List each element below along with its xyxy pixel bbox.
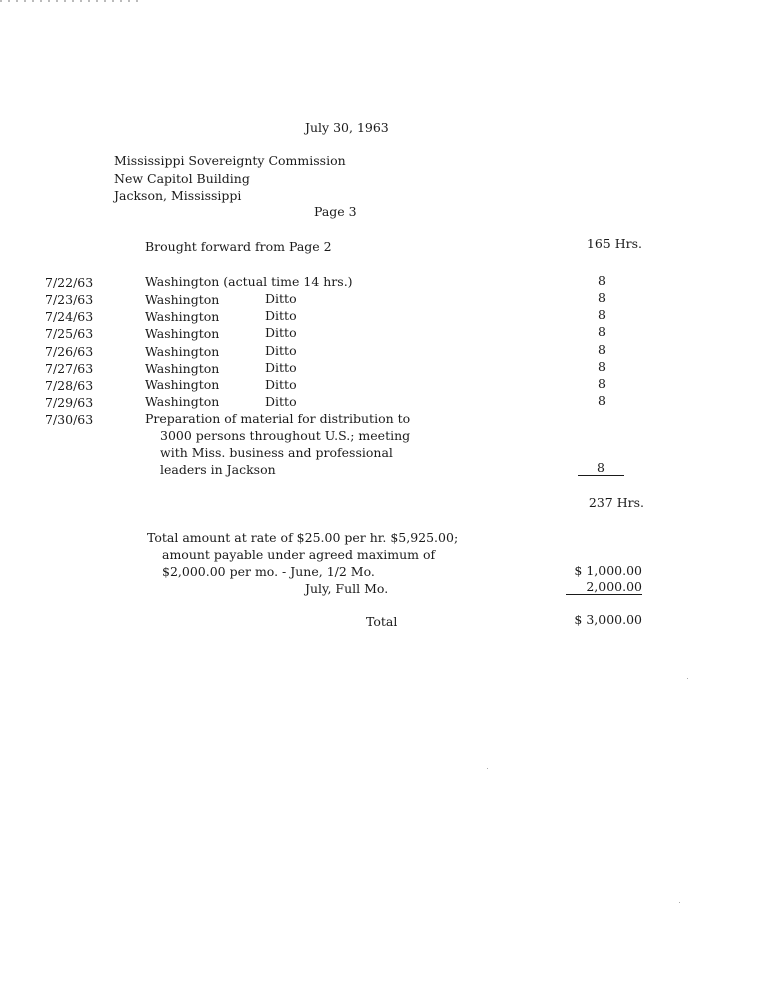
entry-place: Washington (actual time 14 hrs.) (145, 274, 353, 289)
entry-date: 7/30/63 (45, 412, 94, 427)
entry-date: 7/28/63 (45, 378, 94, 393)
entry-hours: 8 (598, 324, 606, 339)
entry-note: Ditto (265, 394, 297, 409)
entry-hours: 8 (598, 307, 606, 322)
scan-artifact-dots (0, 0, 140, 2)
entry-place: Washington (145, 344, 220, 359)
entry-hours: 8 (578, 460, 624, 476)
entry-place: Washington (145, 377, 220, 392)
entry-date: 7/22/63 (45, 275, 94, 290)
entry-place: Washington (145, 292, 220, 307)
brought-forward-label: Brought forward from Page 2 (145, 239, 332, 254)
entry-description-line-2: 3000 persons throughout U.S.; meeting (160, 428, 411, 443)
entry-note: Ditto (265, 291, 297, 306)
entry-description-line-1: Preparation of material for distribution to (145, 411, 411, 426)
total-amount: $ 3,000.00 (574, 612, 642, 627)
page-number: Page 3 (314, 204, 357, 219)
entry-note: Ditto (265, 343, 297, 358)
entry-hours: 8 (598, 342, 606, 357)
entry-note: Ditto (265, 377, 297, 392)
entry-hours: 8 (598, 376, 606, 391)
entry-note: Ditto (265, 308, 297, 323)
entry-description-line-4: leaders in Jackson (160, 462, 276, 477)
entry-hours: 8 (598, 393, 606, 408)
payment-line-2: amount payable under agreed maximum of (162, 547, 436, 562)
scan-speck (679, 902, 680, 903)
june-amount: $ 1,000.00 (574, 563, 642, 578)
entry-note: Ditto (265, 325, 297, 340)
entry-date: 7/26/63 (45, 344, 94, 359)
entry-description-line-3: with Miss. business and professional (160, 445, 393, 460)
entry-place: Washington (145, 394, 220, 409)
addressee-line-2: New Capitol Building (114, 171, 250, 186)
july-amount: 2,000.00 (566, 579, 642, 595)
entry-place: Washington (145, 309, 220, 324)
payment-line-4: July, Full Mo. (305, 581, 389, 596)
entry-note: Ditto (265, 360, 297, 375)
entry-date: 7/23/63 (45, 292, 94, 307)
entry-hours: 8 (598, 359, 606, 374)
payment-line-3: $2,000.00 per mo. - June, 1/2 Mo. (162, 564, 375, 579)
letter-date: July 30, 1963 (305, 120, 389, 135)
entry-place: Washington (145, 326, 220, 341)
total-label: Total (366, 614, 398, 629)
entry-date: 7/24/63 (45, 309, 94, 324)
payment-line-1: Total amount at rate of $25.00 per hr. $5,925.00; (147, 530, 459, 545)
entry-date: 7/29/63 (45, 395, 94, 410)
entry-hours: 8 (598, 290, 606, 305)
entry-place: Washington (145, 361, 220, 376)
scan-speck (687, 678, 688, 679)
entry-date: 7/27/63 (45, 361, 94, 376)
addressee-line-1: Mississippi Sovereignty Commission (114, 153, 346, 168)
entry-date: 7/25/63 (45, 326, 94, 341)
addressee-line-3: Jackson, Mississippi (114, 188, 242, 203)
scan-speck (487, 768, 488, 769)
total-hours: 237 Hrs. (588, 495, 644, 510)
brought-forward-hours: 165 Hrs. (586, 236, 642, 251)
entry-hours: 8 (598, 273, 606, 288)
